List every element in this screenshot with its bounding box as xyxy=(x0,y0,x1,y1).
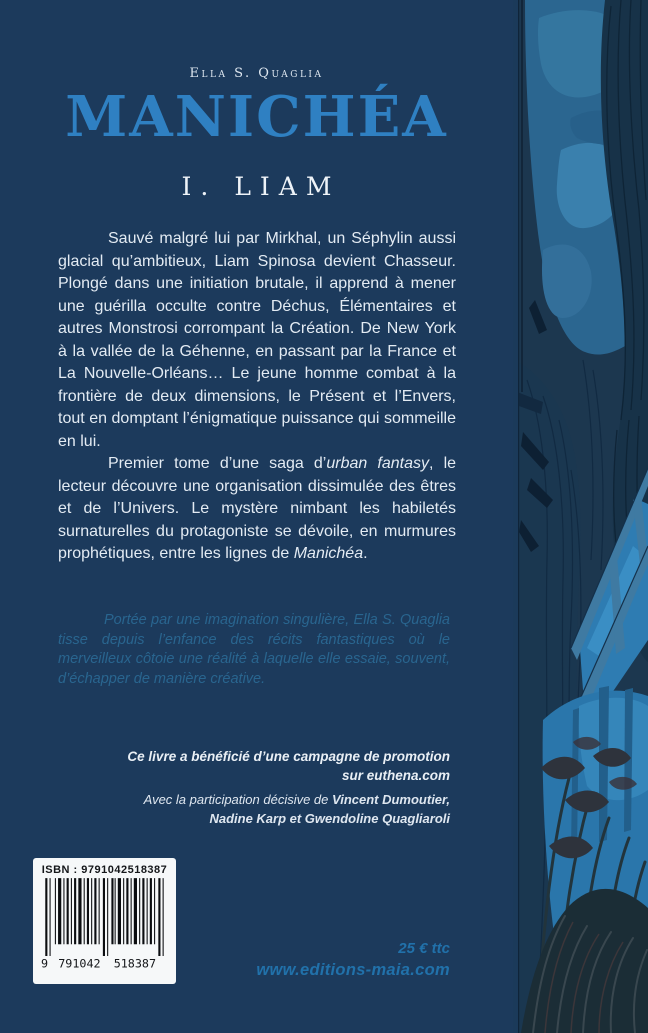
ean-digit-left: 9 xyxy=(40,956,48,970)
participation-names-2: Nadine Karp et Gwendoline Quagliaroli xyxy=(209,811,450,826)
publisher-website: www.editions-maia.com xyxy=(256,961,450,979)
volume-subtitle: I. LIAM xyxy=(181,172,341,201)
promotion-line-1: Ce livre a bénéficié d’une campagne de promotion xyxy=(127,749,450,764)
ean-digits-group1: 791042 xyxy=(57,956,101,970)
author-name: Ella S. Quaglia xyxy=(189,66,324,81)
participation-name-1: Vincent Dumoutier, xyxy=(332,792,450,807)
promotion-line-2: sur euthena.com xyxy=(341,768,450,783)
synopsis-p2-italic-title: Manichéa xyxy=(293,545,364,562)
synopsis-paragraph-2 xyxy=(58,453,456,566)
synopsis xyxy=(58,228,456,566)
synopsis-paragraph-1: Sauvé malgré lui par Mirkhal, un Séphylin aussi glacial qu’ambitieux, Liam Spinosa devient Chasseur. Plongé dans une initiation brutale, il apprend à mener une guérilla occulte contre Déchus, Élémentaires et autres Monstrosi corrompant la Création. De New York à la vallée de la Géhenne, en passant par la France et La Nouvelle-Orléans… Le jeune homme combat à la frontière de deux dimensions, le Présent et l’Envers, tout en domptant l’énigmatique puissance qui sommeille en lui. xyxy=(58,230,456,450)
participation-prefix: Avec la participation décisive de xyxy=(143,792,333,807)
synopsis-p2-text-mid: , le lecteur découvre une organisation dissimulée des êtres et de l’Univers. Le mystère nimbant les habiletés surnaturelles du protagoniste se dévoile, en murmures prophétiques, entre les lignes de xyxy=(58,455,457,562)
participation-credit xyxy=(58,790,450,828)
price: 25 € ttc xyxy=(398,940,450,957)
synopsis-p2-italic-genre: urban fantasy xyxy=(326,455,429,472)
synopsis-p2-text: Premier tome d’une saga d’ xyxy=(108,455,327,472)
synopsis-p2-text-end: . xyxy=(363,545,368,562)
isbn-label: ISBN : 9791042518387 xyxy=(41,864,168,876)
cover-artwork xyxy=(513,0,648,1033)
book-title: MANICHÉA xyxy=(65,84,448,150)
author-bio: Portée par une imagination singulière, Ella S. Quaglia tisse depuis l’enfance des récits fantastiques où le merveilleux côtoie une réalité à laquelle elle essaie, souvent, d’échapper de manière créative. xyxy=(58,612,450,687)
ean-digits-group2: 518387 xyxy=(113,956,156,970)
promotion-note xyxy=(58,747,450,785)
